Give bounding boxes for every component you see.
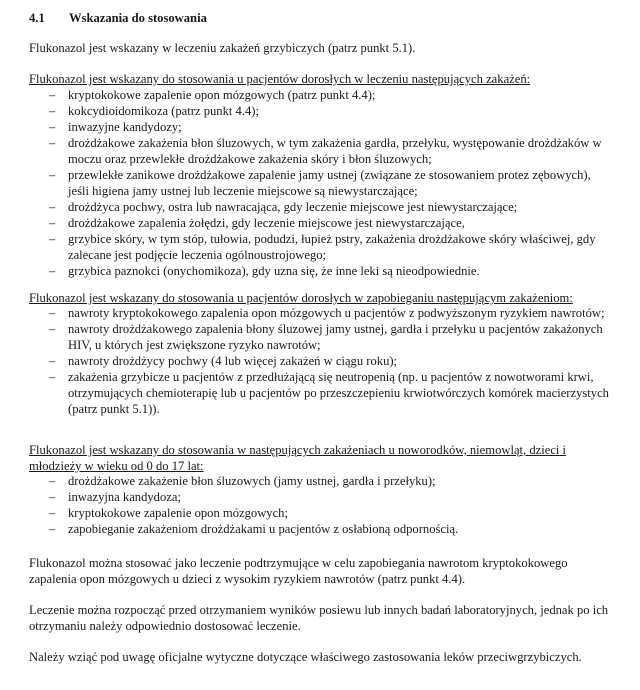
list-item: – kryptokokowe zapalenie opon mózgowych (patrz punkt 4.4);: [29, 87, 611, 103]
list-item: – zakażenia grzybicze u pacjentów z przedłużającą się neutropenią (np. u pacjentów z nowotworami krwi, otrzymujących chemioterapię lub u pacjentów po przeszczepieniu krwiotwórczych komórek macierzystych (patrz punkt 5.1)).: [29, 369, 611, 417]
section-number: 4.1: [29, 11, 45, 25]
list-item: – grzybica paznokci (onychomikoza), gdy uzna się, że inne leki są nieodpowiednie.: [29, 263, 611, 279]
list-item: – drożdżakowe zakażenie błon śluzowych (jamy ustnej, gardła i przełyku);: [29, 473, 611, 489]
adult-treatment-list: [29, 87, 611, 279]
list-item: – inwazyjne kandydozy;: [29, 119, 611, 135]
section-title: Wskazania do stosowania: [69, 11, 207, 25]
section-heading: [29, 10, 207, 26]
list-item: – inwazyjna kandydoza;: [29, 489, 611, 505]
list-item: – przewlekłe zanikowe drożdżakowe zapalenie jamy ustnej (związane ze stosowaniem protez zębowych), jeśli higiena jamy ustnej lub leczenie miejscowe są niewystarczające;: [29, 167, 611, 199]
list-item: – nawroty kryptokokowego zapalenia opon mózgowych u pacjentów z podwyższonym ryzykiem nawrotów;: [29, 305, 611, 321]
guidelines-paragraph: Należy wziąć pod uwagę oficjalne wytyczne dotyczące właściwego zastosowania leków przeciwgrzybiczych.: [29, 650, 582, 664]
start-treatment-paragraph: Leczenie można rozpocząć przed otrzymaniem wyników posiewu lub innych badań laboratoryjnych, jednak po ich otrzymaniu należy odpowiednio dostosować leczenie.: [29, 603, 609, 633]
pediatric-list: [29, 473, 611, 537]
maintenance-paragraph: Flukonazol można stosować jako leczenie podtrzymujące w celu zapobiegania nawrotom kryptokokowego zapalenia opon mózgowych u dzieci z wysokim ryzykiem nawrotów (patrz punkt 4.4).: [29, 556, 568, 586]
adult-treatment-heading: Flukonazol jest wskazany do stosowania u pacjentów dorosłych w leczeniu następujących zakażeń:: [29, 72, 531, 86]
adult-prevention-heading: Flukonazol jest wskazany do stosowania u pacjentów dorosłych w zapobieganiu następującym zakażeniom:: [29, 291, 573, 305]
list-item: – drożdżakowe zapalenia żołędzi, gdy leczenie miejscowe jest niewystarczające,: [29, 215, 611, 231]
list-item: – drożdżakowe zakażenia błon śluzowych, w tym zakażenia gardła, przełyku, występowanie drożdżaków w moczu oraz przewlekłe drożdżakowe zakażenia skóry i błon śluzowych;: [29, 135, 611, 167]
pediatric-heading: Flukonazol jest wskazany do stosowania w następujących zakażeniach u noworodków, niemowląt, dzieci i młodzieży w wieku od 0 do 17 lat:: [29, 443, 567, 473]
list-item: – drożdżyca pochwy, ostra lub nawracająca, gdy leczenie miejscowe jest niewystarczające;: [29, 199, 611, 215]
list-item: – nawroty drożdżycy pochwy (4 lub więcej zakażeń w ciągu roku);: [29, 353, 611, 369]
list-item: – kokcydioidomikoza (patrz punkt 4.4);: [29, 103, 611, 119]
list-item: – zapobieganie zakażeniom drożdżakami u pacjentów z osłabioną odpornością.: [29, 521, 611, 537]
list-item: – kryptokokowe zapalenie opon mózgowych;: [29, 505, 611, 521]
list-item: – grzybice skóry, w tym stóp, tułowia, podudzi, łupież pstry, zakażenia drożdżakowe skóry właściwej, gdy zalecane jest podjęcie leczenia ogólnoustrojowego;: [29, 231, 611, 263]
intro-paragraph: Flukonazol jest wskazany w leczeniu zakażeń grzybiczych (patrz punkt 5.1).: [29, 41, 416, 55]
adult-prevention-list: [29, 305, 611, 417]
list-item: – nawroty drożdżakowego zapalenia błony śluzowej jamy ustnej, gardła i przełyku u pacjentów zakażonych HIV, u których jest zwiększone ryzyko nawrotów;: [29, 321, 611, 353]
